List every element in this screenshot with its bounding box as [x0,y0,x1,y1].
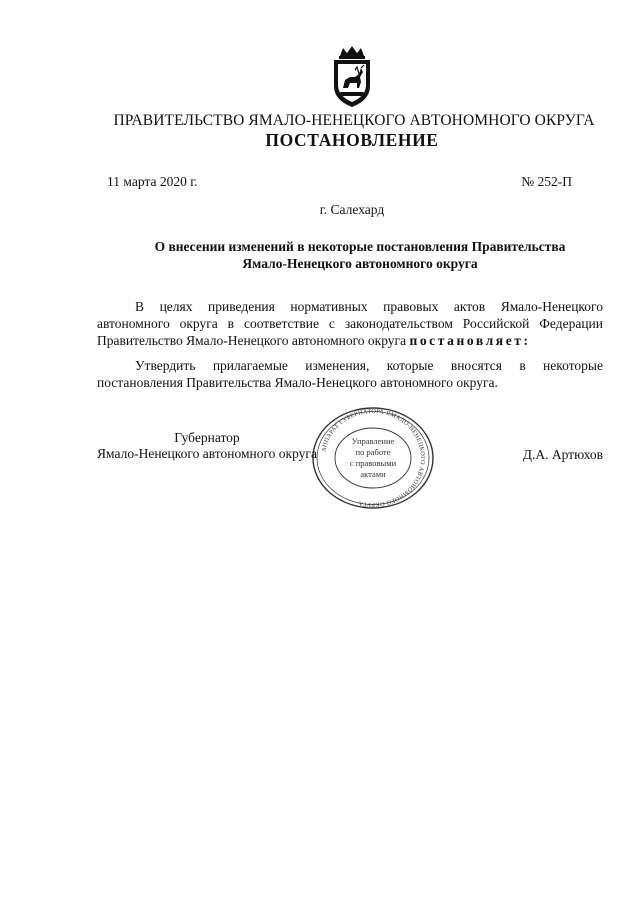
body-paragraph-2: Утвердить прилагаемые изменения, которые вносятся в некоторые постановления Правительства Ямало-Ненецкого автономного округа. [97,358,603,390]
para1-text: В целях приведения нормативных правовых актов Ямало-Ненецкого автономного округа в соответствие с законодательством Российской Федерации Правительство Ямало-Ненецкого автономного округа [97,299,603,348]
subject-line-2: Ямало-Ненецкого автономного округа [242,256,478,271]
para1-end: : [523,333,529,348]
document-city: г. Салехард [319,202,385,217]
government-title: ПРАВИТЕЛЬСТВО ЯМАЛО-НЕНЕЦКОГО АВТОНОМНОГО ОКРУГА [113,112,595,129]
document-kind: ПОСТАНОВЛЕНИЕ [265,130,439,150]
document-date: 11 марта 2020 г. [107,174,198,189]
body-paragraph-1 [97,298,603,349]
position-line-1: Губернатор [174,430,240,445]
signatory-position [97,430,317,462]
position-line-2: Ямало-Ненецкого автономного округа [97,446,317,461]
para1-emphasis: постановляет [409,333,524,348]
stamp-line-4: актами [360,469,386,479]
official-stamp [310,406,436,510]
document-subject [120,238,600,272]
stamp-line-3: с правовыми [349,458,397,468]
stamp-line-2: по работе [355,447,391,457]
signatory-name: Д.А. Артюхов [522,447,603,462]
document-number: № 252-П [521,174,572,189]
stamp-line-1: Управление [351,436,395,446]
subject-line-1: О внесении изменений в некоторые постановления Правительства [154,239,566,254]
yamal-coat-of-arms-icon [326,44,378,110]
stamp-ring-text: АППАРАТ ГУБЕРНАТОРА ЯМАЛО-НЕНЕЦКОГО АВТОНОМНОГО ОКРУГА [320,407,427,509]
